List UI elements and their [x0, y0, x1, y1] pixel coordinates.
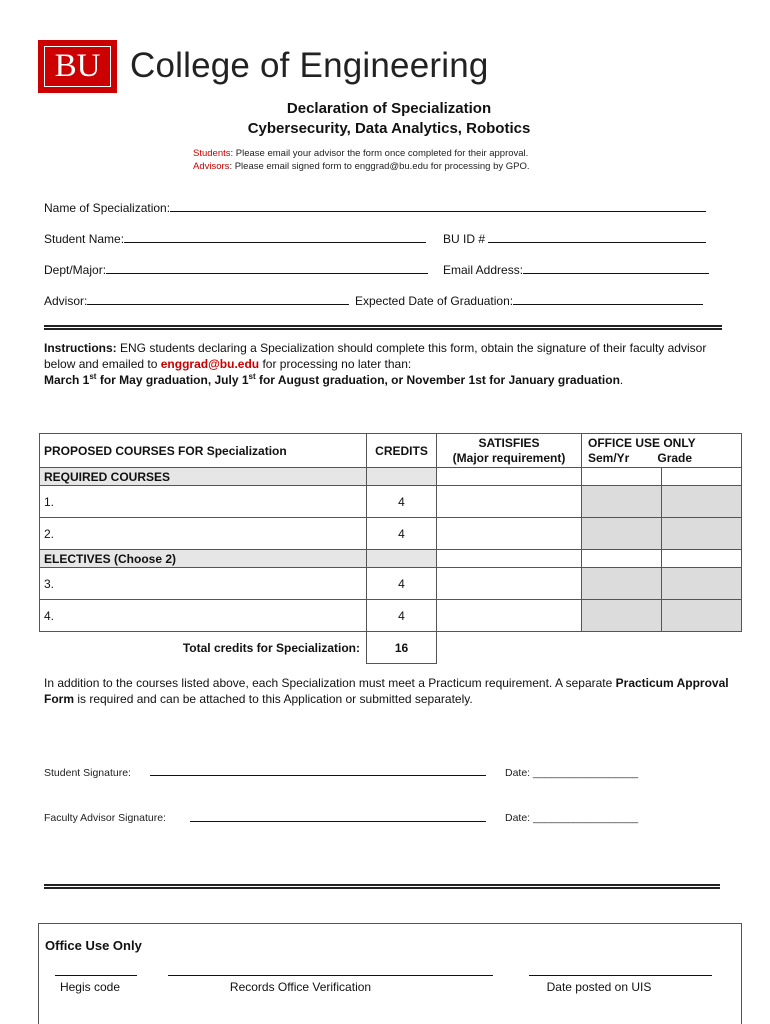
credits-cell: 4 [367, 600, 437, 632]
grade-cell [662, 486, 742, 518]
practicum-note [44, 675, 734, 707]
practicum-text: In addition to the courses listed above, each Specialization must meet a Practicum requirement. A separate [44, 676, 616, 690]
college-name: College of Engineering [130, 46, 489, 85]
section-required: REQUIRED COURSES [40, 468, 367, 486]
satisfies-cell[interactable] [437, 600, 582, 632]
credits-cell: 4 [367, 486, 437, 518]
students-label: Students [193, 148, 231, 159]
graduation-label: Expected Date of Graduation: [355, 294, 514, 308]
graduation-row [355, 294, 703, 308]
students-note [193, 148, 528, 159]
advisor-field[interactable] [87, 295, 349, 305]
specialization-row [44, 201, 706, 215]
deadline-sup: st [248, 372, 256, 381]
deadline-july: for May graduation, July 1 [96, 373, 249, 387]
advisor-label: Advisor: [44, 294, 88, 308]
header-office-use [582, 434, 742, 468]
course-4-cell[interactable] [40, 600, 367, 632]
student-name-label: Student Name: [44, 232, 125, 246]
date-blank: __________________ [533, 812, 639, 824]
table-row [40, 518, 742, 550]
course-3-cell[interactable] [40, 568, 367, 600]
practicum-form-name: Practicum Approval Form [44, 676, 729, 706]
form-title: Declaration of Specialization [286, 100, 492, 117]
total-credits-label: Total credits for Specialization: [182, 640, 360, 655]
date-label: Date: [505, 812, 534, 824]
table-row [40, 486, 742, 518]
specialization-field[interactable] [170, 202, 706, 212]
deadline-sup: st [89, 372, 97, 381]
satisfies-cell[interactable] [437, 518, 582, 550]
row-number: 3. [44, 576, 55, 591]
double-rule [44, 884, 720, 889]
enggrad-email-link[interactable]: enggrad@bu.edu [160, 356, 260, 371]
specialization-label: Name of Specialization: [44, 201, 171, 215]
advisors-note [193, 161, 530, 172]
date-posted-field [529, 975, 712, 976]
office-use-box [38, 923, 742, 1024]
deadline-period: . [619, 373, 624, 387]
hegis-code-label: Hegis code [59, 980, 121, 994]
credits-cell: 4 [367, 568, 437, 600]
deadlines [44, 372, 623, 387]
bu-id-label: BU ID # [443, 232, 486, 246]
header-credits: CREDITS [367, 434, 437, 468]
advisors-label: Advisors [193, 161, 230, 172]
advisor-signature-label: Faculty Advisor Signature: [44, 812, 166, 824]
student-date[interactable] [505, 767, 638, 779]
course-1-cell[interactable] [40, 486, 367, 518]
student-name-field[interactable] [124, 233, 426, 243]
header-satisfies-line1: SATISFIES [478, 435, 540, 450]
satisfies-cell[interactable] [437, 486, 582, 518]
records-verification-label: Records Office Verification [229, 980, 372, 994]
header-courses: PROPOSED COURSES FOR Specialization [40, 434, 367, 468]
advisor-date[interactable] [505, 812, 638, 824]
deadline-march: March 1 [44, 373, 90, 387]
student-name-row [44, 232, 426, 246]
header-sem-yr: Sem/Yr [588, 450, 630, 465]
form-subtitle: Cybersecurity, Data Analytics, Robotics [247, 120, 531, 137]
dept-major-row [44, 263, 428, 277]
graduation-field[interactable] [513, 295, 703, 305]
course-table [39, 433, 742, 664]
hegis-code-field [55, 975, 137, 976]
office-use-title: Office Use Only [45, 938, 142, 953]
bu-id-row [443, 232, 706, 246]
practicum-text-end: is required and can be attached to this Application or submitted separately. [74, 692, 473, 706]
logo-text: BU [54, 48, 101, 84]
grade-cell [662, 568, 742, 600]
instructions-label: Instructions: [44, 341, 117, 355]
double-rule [44, 325, 722, 330]
date-label: Date: [505, 767, 534, 779]
email-label: Email Address: [443, 263, 524, 277]
bu-logo [38, 40, 117, 93]
row-number: 2. [44, 526, 55, 541]
sem-yr-cell [582, 486, 662, 518]
grade-cell [662, 600, 742, 632]
row-number: 1. [44, 494, 55, 509]
sem-yr-cell [582, 518, 662, 550]
instructions-text: ENG students declaring a Specialization should complete this form, obtain the signature of their faculty advisor below and emailed to [44, 341, 707, 371]
course-2-cell[interactable] [40, 518, 367, 550]
section-electives: ELECTIVES (Choose 2) [40, 550, 367, 568]
header-satisfies-line2: (Major requirement) [452, 450, 566, 465]
dept-major-field[interactable] [106, 264, 428, 274]
dept-major-label: Dept/Major: [44, 263, 107, 277]
advisor-signature-field[interactable] [190, 821, 486, 822]
email-field[interactable] [523, 264, 709, 274]
student-signature-label: Student Signature: [44, 767, 131, 779]
email-row [443, 263, 709, 277]
advisor-row [44, 294, 349, 308]
instructions-text-end: for processing no later than: [259, 356, 412, 371]
header-satisfies [437, 434, 582, 468]
row-number: 4. [44, 608, 55, 623]
header-grade: Grade [657, 450, 693, 465]
bu-id-field[interactable] [488, 233, 706, 243]
date-posted-label: Date posted on UIS [546, 980, 652, 994]
credits-cell: 4 [367, 518, 437, 550]
sem-yr-cell [582, 568, 662, 600]
table-row [40, 568, 742, 600]
header-office-title: OFFICE USE ONLY [588, 435, 696, 450]
instructions [44, 341, 724, 372]
satisfies-cell[interactable] [437, 568, 582, 600]
date-blank: __________________ [533, 767, 639, 779]
student-signature-field[interactable] [150, 775, 486, 776]
total-credits-value: 16 [367, 632, 437, 664]
deadline-november: for August graduation, or November 1st for January graduation [255, 373, 620, 387]
records-verification-field [168, 975, 493, 976]
sem-yr-cell [582, 600, 662, 632]
advisors-note-text: : Please email signed form to enggrad@bu.edu for processing by GPO. [229, 161, 530, 172]
students-note-text: : Please email your advisor the form once completed for their approval. [230, 148, 529, 159]
table-row [40, 600, 742, 632]
grade-cell [662, 518, 742, 550]
